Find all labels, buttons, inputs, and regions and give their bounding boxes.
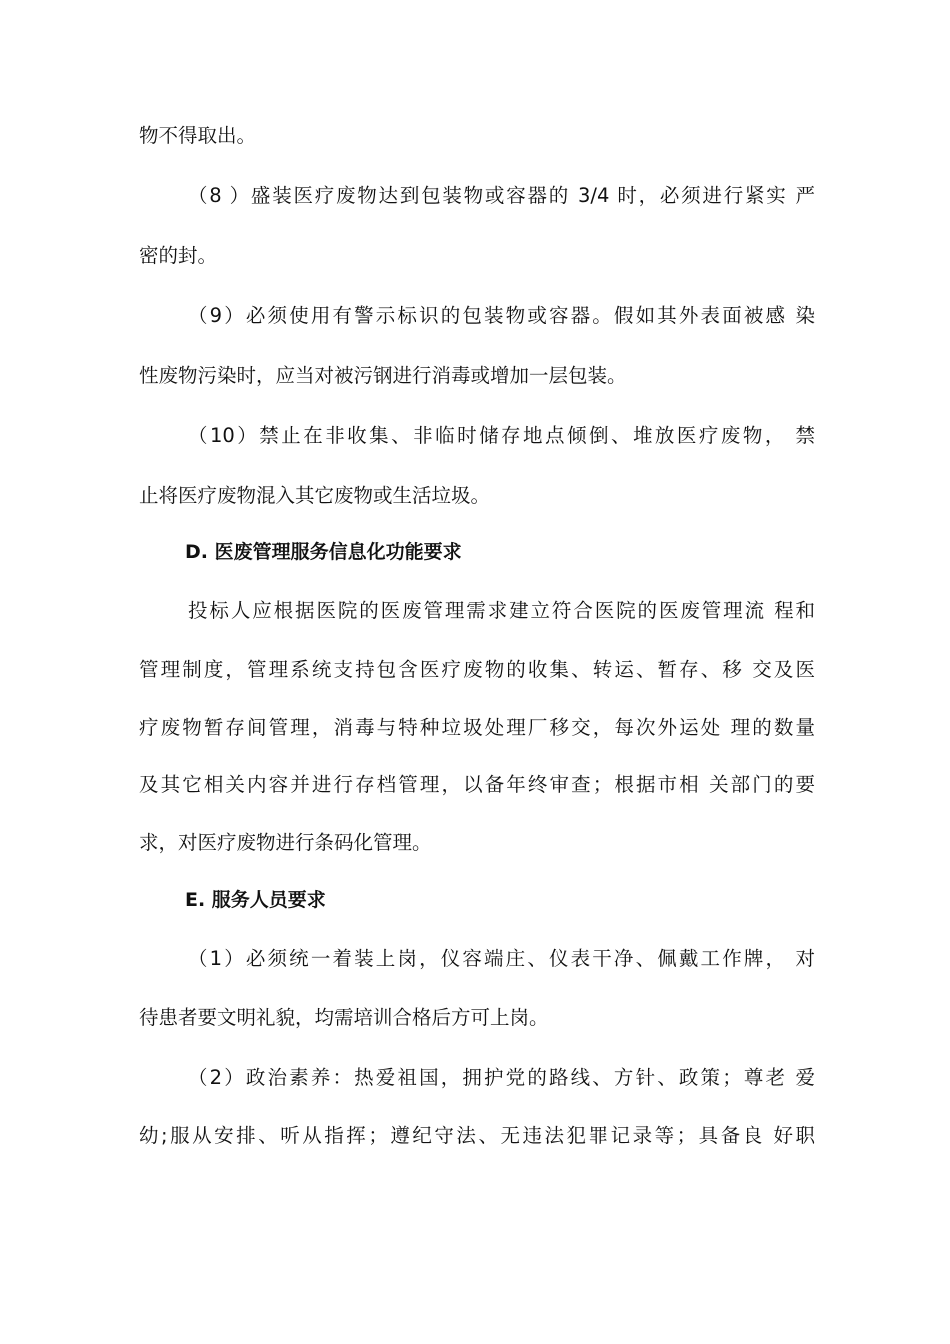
paragraph-line: 物不得取出。 xyxy=(139,124,257,147)
paragraph-line: （8 ）盛装医疗废物达到包装物或容器的 3/4 时，必须进行紧实 严 xyxy=(188,184,815,207)
paragraph-line: 密的封。 xyxy=(139,244,218,267)
paragraph-line: 性废物污染时，应当对被污钢进行消毒或增加一层包装。 xyxy=(139,364,627,387)
paragraph-line: 管理制度，管理系统支持包含医疗废物的收集、转运、暂存、移 交及医 xyxy=(139,658,815,681)
paragraph-line: （10）禁止在非收集、非临时储存地点倾倒、堆放医疗废物， 禁 xyxy=(188,424,815,447)
paragraph-line: （9）必须使用有警示标识的包装物或容器。假如其外表面被感 染 xyxy=(188,304,815,327)
paragraph-line: 投标人应根据医院的医废管理需求建立符合医院的医废管理流 程和 xyxy=(188,599,815,622)
paragraph-line: 止将医疗废物混入其它废物或生活垃圾。 xyxy=(139,484,491,507)
paragraph-line: 疗废物暂存间管理，消毒与特种垃圾处理厂移交，每次外运处 理的数量 xyxy=(139,716,815,739)
paragraph-line: 待患者要文明礼貌，均需培训合格后方可上岗。 xyxy=(139,1006,549,1029)
paragraph-line: 求，对医疗废物进行条码化管理。 xyxy=(139,831,432,854)
paragraph-line: （2）政治素养：热爱祖国，拥护党的路线、方针、政策；尊老 爱 xyxy=(188,1066,815,1089)
section-heading-d: D. 医废管理服务信息化功能要求 xyxy=(185,541,462,563)
paragraph-line: 及其它相关内容并进行存档管理，以备年终审查；根据市相 关部门的要 xyxy=(139,773,815,796)
section-heading-e: E. 服务人员要求 xyxy=(185,889,326,911)
paragraph-line: （1）必须统一着装上岗，仪容端庄、仪表干净、佩戴工作牌， 对 xyxy=(188,947,815,970)
paragraph-line: 幼;服从安排、听从指挥；遵纪守法、无违法犯罪记录等；具备良 好职 xyxy=(139,1124,815,1147)
